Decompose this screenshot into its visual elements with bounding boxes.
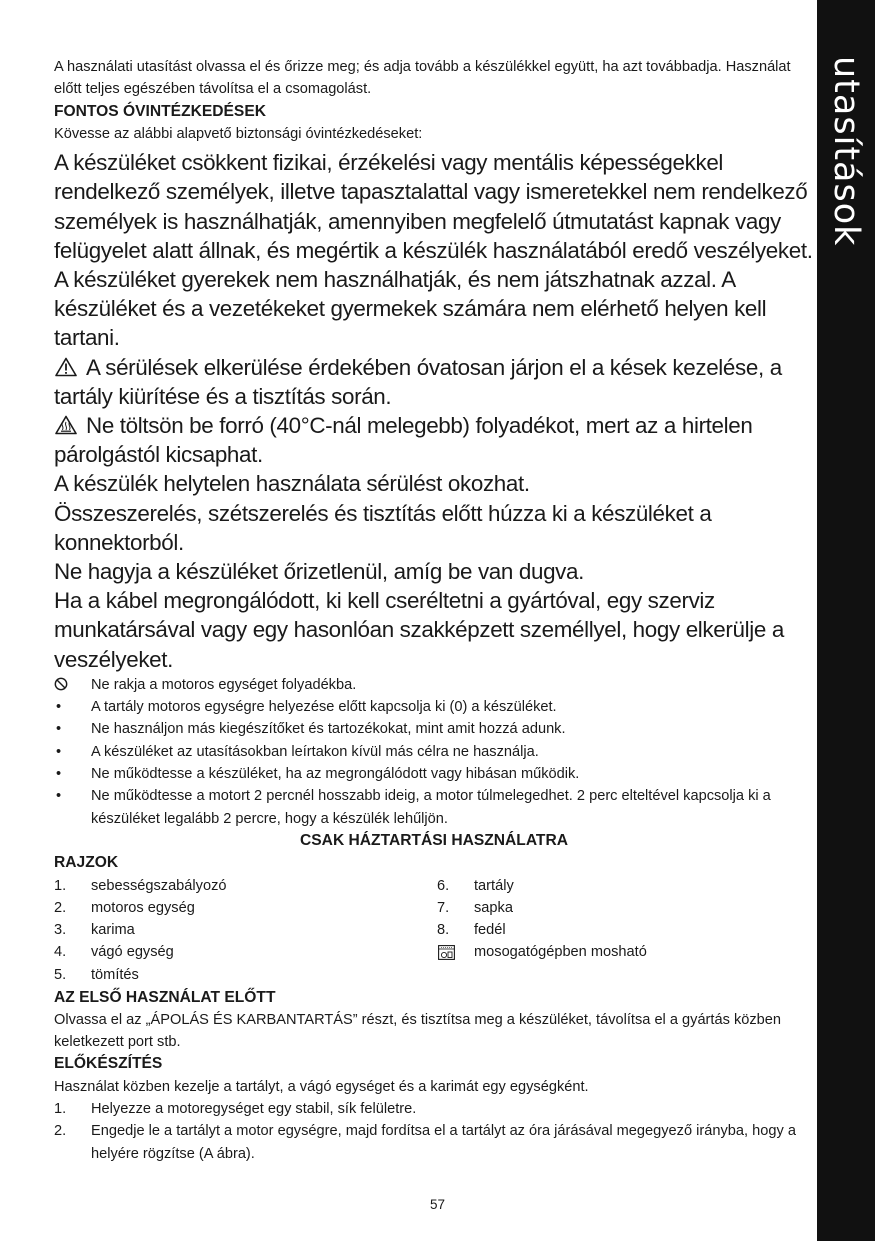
- bullet-mark: •: [56, 766, 62, 783]
- list-item: [54, 674, 814, 696]
- item-number: 7.: [437, 899, 450, 916]
- item-label: mosogatógépben mosható: [474, 944, 647, 961]
- intro-text: A használati utasítást olvassa el és őrizze meg; és adja tovább a készülékkel együtt, ha azt továbbadja. Használat előtt teljes egészében távolítsa el a csomagolást.: [54, 59, 791, 98]
- drawings-column-right: [437, 875, 817, 964]
- list-item-text: Ne működtesse a készüléket, ha az megrongálódott vagy hibásan működik.: [91, 766, 580, 783]
- list-item: [54, 897, 434, 919]
- list-item-text: Ne használjon más kiegészítőket és tartozékokat, mint amit hozzá adunk.: [91, 721, 566, 738]
- prohibited-icon: [54, 674, 74, 698]
- list-item: [54, 696, 814, 718]
- safety-paragraph: [54, 499, 814, 557]
- drawings-column-left: [54, 875, 434, 986]
- item-label: motoros egység: [91, 899, 195, 916]
- safety-paragraph: [54, 411, 814, 469]
- step-text: Helyezze a motoregységet egy stabil, sík felületre.: [91, 1101, 417, 1117]
- safety-paragraphs: [54, 148, 814, 674]
- hot-surface-icon: [55, 415, 77, 435]
- step-number: 1.: [54, 1101, 67, 1117]
- safety-paragraph-text: A sérülések elkerülése érdekében óvatosan járjon el a kések kezelése, a tartály kiürítése és a tisztítás során.: [54, 354, 782, 409]
- preparation-lead: Használat közben kezelje a tartályt, a vágó egységet és a karimát egy egységként.: [54, 1078, 589, 1095]
- item-number: 1.: [54, 877, 67, 894]
- preparation-steps: [54, 1098, 814, 1165]
- safety-paragraph-text: A készüléket csökkent fizikai, érzékelési vagy mentális képességekkel rendelkező személyek, illetve tapasztalattal vagy ismeretekkel nem rendelkező személyek is használhatják, amennyiben megfelelő útmutatást kapnak vagy felügyelet alatt állnak, és megértik a készülék használatából eredő veszélyeket. A készüléket gyerekek nem használhatják, és nem játszhatnak azzal. A készüléket és a vezetékeket gyermekek számára nem elérhető helyen kell tartani.: [54, 150, 813, 351]
- list-item: [437, 941, 817, 963]
- item-number: 5.: [54, 966, 67, 983]
- step-number: 2.: [54, 1123, 67, 1140]
- safety-paragraph: [54, 353, 814, 411]
- page-number: 57: [429, 1197, 446, 1212]
- side-tab: [817, 0, 875, 1241]
- safety-paragraph-text: Összeszerelés, szétszerelés és tisztítás előtt húzza ki a készüléket a konnektorból.: [54, 500, 712, 555]
- item-number: 4.: [54, 944, 67, 961]
- item-label: karima: [91, 922, 135, 939]
- list-item-text: Ne működtesse a motort 2 percnél hosszabb ideig, a motor túlmelegedhet. 2 perc elteltével kapcsolja ki a készüléket legalább 2 percre, hogy a készülék lehűljön.: [91, 788, 771, 827]
- item-label: sapka: [474, 899, 513, 916]
- bullet-mark: •: [56, 721, 62, 738]
- safety-paragraph: [54, 469, 814, 498]
- safety-paragraph-text: Ne töltsön be forró (40°C-nál melegebb) folyadékot, mert az a hirtelen párolgástól kicsaphat.: [54, 413, 753, 468]
- list-item: [54, 1120, 814, 1165]
- list-item: [54, 785, 814, 830]
- list-item: [54, 1098, 814, 1120]
- safety-paragraph-text: A készülék helytelen használata sérülést okozhat.: [54, 471, 530, 497]
- preparation-heading: ELŐKÉSZÍTÉS: [54, 1055, 163, 1073]
- list-item: [54, 763, 814, 785]
- warning-triangle-icon: [55, 357, 77, 377]
- drawings-list: [54, 875, 814, 987]
- list-item: [437, 919, 817, 941]
- item-number: 3.: [54, 922, 67, 939]
- safety-paragraph-text: Ha a kábel megrongálódott, ki kell cseréltetni a gyártóval, egy szerviz munkatársával vagy egy hasonlóan szakképzett személlyel, hogy elkerülje a veszélyeket.: [54, 588, 784, 672]
- side-tab-label: utasítások: [826, 56, 866, 247]
- list-item-text: A tartály motoros egységre helyezése előtt kapcsolja ki (0) a készüléket.: [91, 699, 557, 716]
- item-label: sebességszabályozó: [91, 877, 227, 894]
- list-item-text: Ne rakja a motoros egységet folyadékba.: [91, 676, 357, 693]
- first-use-heading: AZ ELSŐ HASZNÁLAT ELŐTT: [54, 988, 276, 1006]
- item-number: 6.: [437, 877, 450, 894]
- list-item: [437, 875, 817, 897]
- list-item: [54, 875, 434, 897]
- list-item: [54, 919, 434, 941]
- household-only-heading: CSAK HÁZTARTÁSI HASZNÁLATRA: [300, 831, 568, 849]
- list-item-text: A készüléket az utasításokban leírtakon kívül más célra ne használja.: [91, 743, 539, 760]
- bullet-mark: •: [56, 788, 62, 805]
- item-number: 2.: [54, 899, 67, 916]
- safety-paragraph: [54, 557, 814, 586]
- item-label: fedél: [474, 922, 506, 939]
- step-text: Engedje le a tartályt a motor egységre, majd fordítsa el a tartályt az óra járásával megegyező irányba, hogy a helyére rögzítse (A ábra).: [91, 1123, 796, 1162]
- list-item: [54, 964, 434, 986]
- list-item: [54, 941, 434, 963]
- safety-lead: Kövesse az alábbi alapvető biztonsági óvintézkedéseket:: [54, 125, 423, 142]
- safety-heading: FONTOS ÓVINTÉZKEDÉSEK: [54, 102, 266, 120]
- list-item: [54, 718, 814, 740]
- item-label: tömítés: [91, 966, 139, 983]
- safety-paragraph: [54, 586, 814, 674]
- safety-bullets: [54, 674, 814, 830]
- first-use-text: Olvassa el az „ÁPOLÁS ÉS KARBANTARTÁS” részt, és tisztítsa meg a készüléket, távolítsa el a gyártás közben keletkezett port stb.: [54, 1011, 782, 1051]
- item-label: vágó egység: [91, 944, 174, 961]
- bullet-mark: •: [56, 699, 62, 716]
- safety-paragraph-text: Ne hagyja a készüléket őrizetlenül, amíg be van dugva.: [54, 559, 584, 585]
- item-label: tartály: [474, 877, 514, 894]
- list-item: [54, 741, 814, 763]
- bullet-mark: •: [56, 743, 62, 760]
- safety-paragraph: [54, 148, 814, 352]
- page-content: [54, 56, 814, 1165]
- dishwasher-safe-icon: [438, 945, 455, 967]
- item-number: 8.: [437, 922, 450, 939]
- drawings-heading: RAJZOK: [54, 854, 119, 872]
- list-item: [437, 897, 817, 919]
